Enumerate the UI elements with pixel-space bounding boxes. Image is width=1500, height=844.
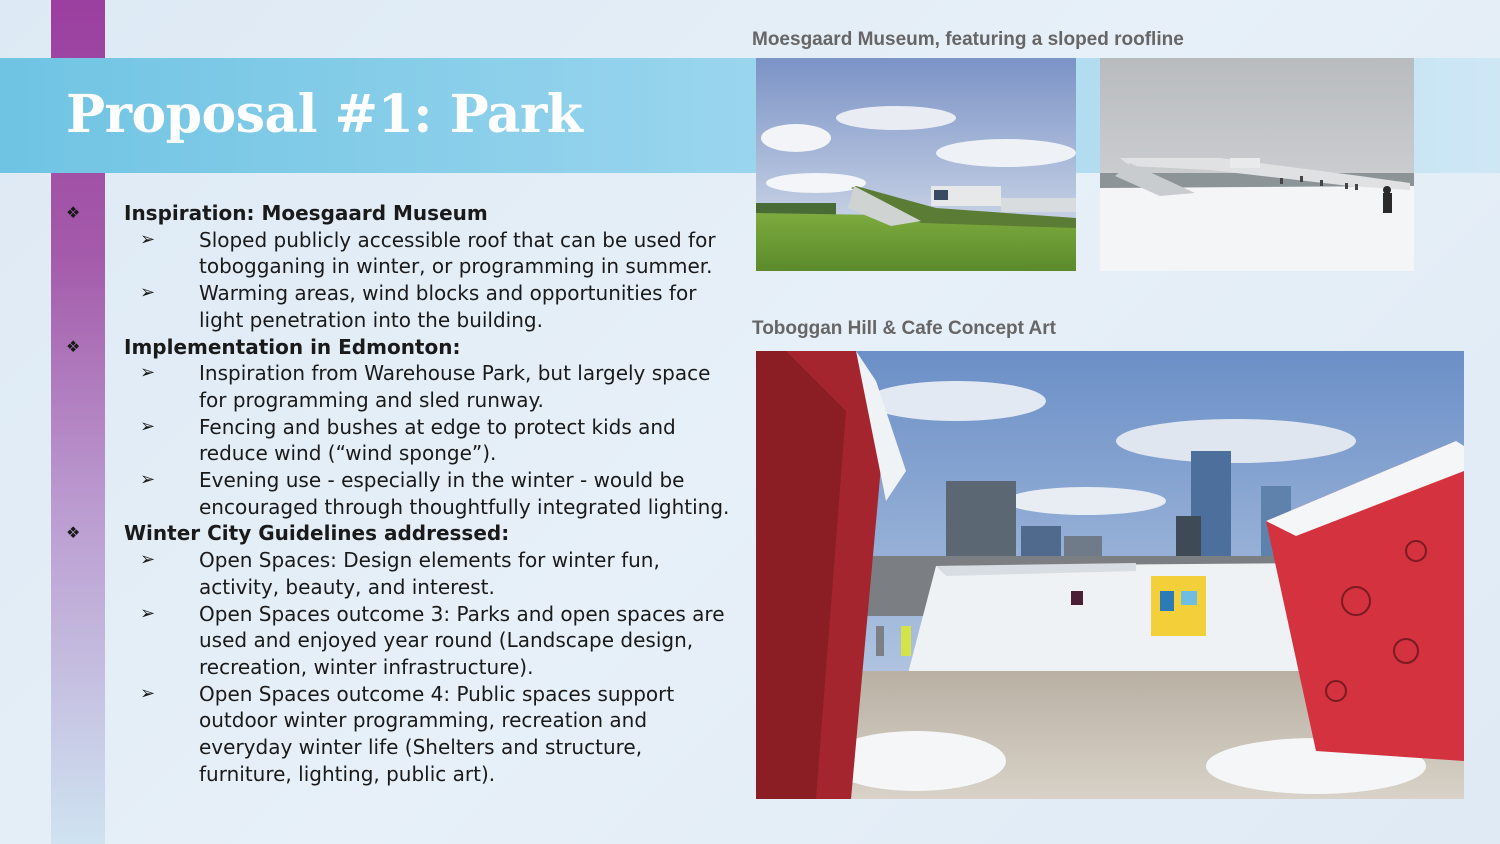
arrow-bullet-icon: ➢ xyxy=(140,682,156,704)
bullet-item: ➢ Inspiration from Warehouse Park, but largely space for programming and sled runway. xyxy=(140,361,711,412)
bullet-heading: ❖ Implementation in Edmonton: xyxy=(66,334,461,359)
bullet-item: ➢ Sloped publicly accessible roof that can be used for tobogganing in winter, or programming in summer. xyxy=(140,227,716,279)
bullet-item: ➢ Open Spaces: Design elements for winter fun, activity, beauty, and interest. xyxy=(140,548,660,599)
bullet-item: ➢ Fencing and bushes at edge to protect kids and reduce wind (“wind sponge”). xyxy=(140,414,676,466)
bullet-item: ➢ Warming areas, wind blocks and opportunities for light penetration into the building. xyxy=(140,281,697,332)
bullet-heading: ❖ Winter City Guidelines addressed: xyxy=(66,521,510,546)
arrow-bullet-icon: ➢ xyxy=(140,282,156,304)
arrow-bullet-icon: ➢ xyxy=(140,549,156,571)
concept-caption: Toboggan Hill & Cafe Concept Art xyxy=(752,318,1056,339)
museum-summer-photo xyxy=(756,58,1076,271)
arrow-bullet-icon: ➢ xyxy=(140,415,156,437)
arrow-bullet-icon: ➢ xyxy=(140,362,156,384)
concept-art-image xyxy=(756,351,1464,799)
bullet-item: ➢ Evening use - especially in the winter - would be encouraged through thoughtfully integrated lighting. xyxy=(140,468,730,519)
arrow-bullet-icon: ➢ xyxy=(140,228,156,250)
diamond-bullet-icon: ❖ xyxy=(66,523,81,543)
arrow-bullet-icon: ➢ xyxy=(140,602,156,624)
arrow-bullet-icon: ➢ xyxy=(140,469,156,491)
museum-caption: Moesgaard Museum, featuring a sloped roofline xyxy=(752,29,1184,50)
diamond-bullet-icon: ❖ xyxy=(66,203,81,222)
museum-winter-photo xyxy=(1100,58,1414,271)
bullet-item: ➢ Open Spaces outcome 3: Parks and open spaces are used and enjoyed year round (Landscape design, recreation, winter infrastructure). xyxy=(140,601,725,679)
bullet-item: ➢ Open Spaces outcome 4: Public spaces support outdoor winter programming, recreation and everyday winter life (Shelters and structure, furniture, lighting, public art). xyxy=(140,681,675,786)
diamond-bullet-icon: ❖ xyxy=(66,336,81,356)
bullet-list xyxy=(62,200,732,787)
bullet-heading: ❖ Inspiration: Moesgaard Museum xyxy=(66,201,488,225)
slide-title: Proposal #1: Park xyxy=(66,84,583,145)
